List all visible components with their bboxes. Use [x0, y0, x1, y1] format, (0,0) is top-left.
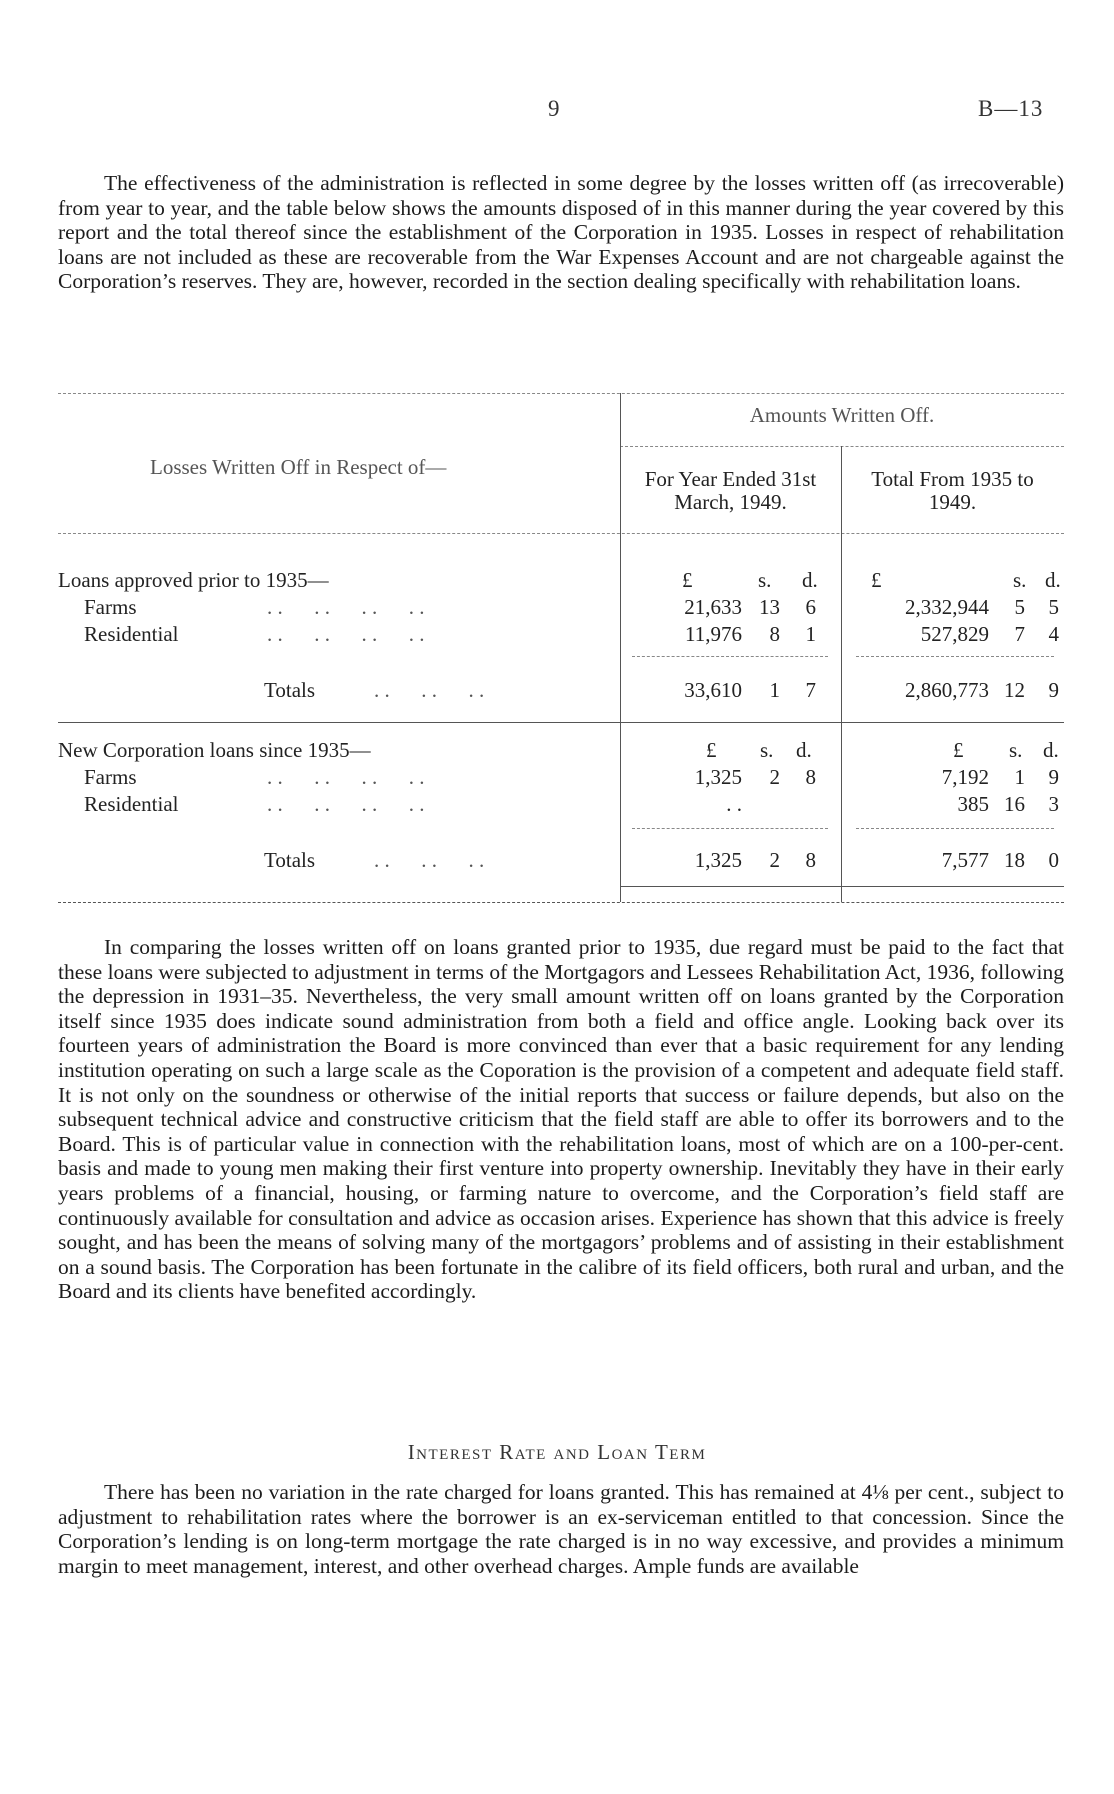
totals-leaders: . . . . . .	[374, 678, 485, 702]
subtotal-rule-year	[632, 828, 828, 829]
pound-unit: £	[953, 738, 964, 762]
totals-label: Totals	[264, 848, 316, 872]
section-heading-interest-rate: Interest Rate and Loan Term	[407, 1440, 707, 1464]
shilling-unit: s.	[1009, 738, 1023, 762]
pound-unit: £	[706, 738, 717, 762]
pounds-value: 385	[957, 792, 989, 816]
pounds-value: 527,829	[920, 622, 989, 646]
shillings-value: 2	[769, 765, 780, 789]
shillings-value: 5	[1014, 595, 1025, 619]
shillings-value: 12	[1004, 678, 1025, 702]
shillings-value: 2	[769, 848, 780, 872]
shilling-unit: s.	[760, 738, 774, 762]
table-bottom-rule	[58, 902, 1064, 903]
totals-underline-total	[841, 886, 1064, 887]
paragraph-interest-rate: There has been no variation in the rate charged for loans granted. This has remained at 4⅛ per cent., subject to adjustment to rehabilitation rates where the borrower is an ex-serviceman entitled to that concession. Since the Corporation’s lending is on long-term mortgage the rate charged is in no way excessive, and provides a minimum margin to meet management, interest, and other overhead charges. Ample funds are available	[58, 1480, 1064, 1578]
table-group-rule	[620, 446, 1064, 447]
pounds-value: 21,633	[684, 595, 742, 619]
row-label: Residential	[84, 622, 179, 646]
pounds-value: 33,610	[684, 678, 742, 702]
pound-unit: £	[682, 568, 693, 592]
table-header-year-line-1: For Year Ended 31st	[644, 467, 817, 491]
pounds-value: 11,976	[685, 622, 742, 646]
shilling-unit: s.	[758, 568, 772, 592]
row-label: Residential	[84, 792, 179, 816]
shillings-value: 18	[1004, 848, 1025, 872]
pence-value: 3	[1048, 792, 1059, 816]
shillings-value: 1	[1014, 765, 1025, 789]
pence-value: 0	[1048, 848, 1059, 872]
table-header-left: Losses Written Off in Respect of—	[150, 455, 447, 479]
subtotal-rule-total	[856, 656, 1054, 657]
pence-unit: d.	[796, 738, 812, 762]
pence-value: 1	[805, 622, 816, 646]
pence-value: 9	[1048, 765, 1059, 789]
pence-value: 6	[805, 595, 816, 619]
row-label: Farms	[84, 765, 137, 789]
shillings-value: 8	[769, 622, 780, 646]
paragraph-losses-intro: The effectiveness of the administration is reflected in some degree by the losses written off (as irrecoverable) from year to year, and the table below shows the amounts disposed of in this manner during the year covered by this report and the total thereof since the establishment of the Corporation in 1935. Losses in respect of rehabilitation loans are not included as these are recoverable from the War Expenses Account and are not chargeable against the Corporation’s reserves. They are, however, recorded in the section dealing specifically with rehabilitation loans.	[58, 171, 1064, 294]
shillings-value: 16	[1004, 792, 1025, 816]
pounds-value: 7,577	[941, 848, 989, 872]
table-header-group: Amounts Written Off.	[749, 403, 935, 427]
section-divider-rule	[58, 722, 1064, 723]
paragraph-losses-comparison: In comparing the losses written off on loans granted prior to 1935, due regard must be paid to the fact that these loans were subjected to adjustment in terms of the Mortgagors and Lessees Rehabilitation Act, 1936, following the depression in 1931–35. Nevertheless, the very small amount written off on loans granted by the Corporation itself since 1935 does indicate sound administration from both a field and office angle. Looking back over its fourteen years of administration the Board is more convinced than ever that a basic requirement for any lending institution operating on such a large scale as the Coporation is the provision of a competent and adequate field staff. It is not only on the soundness or otherwise of the initial reports that success or failure depends, but also on the subsequent technical advice and constructive criticism that the field staff are able to offer its borrowers and to the Board. This is of particular value in connection with the rehabilitation loans, most of which are on a 100-per-cent. basis and made to young men making their first venture into property ownership. Inevitably they have in their early years problems of a financial, housing, or farming nature to overcome, and the Corporation’s field staff are continuously available for consultation and advice as occasion arises. Experience has shown that this advice is freely sought, and has been the means of solving many of the mortgagors’ problems and of assisting in their establishment on a sound basis. The Corporation has been fortunate in the calibre of its field officers, both rural and urban, and the Board and its clients have benefited accordingly.	[58, 935, 1064, 1304]
pounds-value: 7,192	[941, 765, 989, 789]
pounds-value: . .	[726, 792, 742, 816]
table-header-total-line-1: Total From 1935 to	[871, 467, 1034, 491]
pence-unit: d.	[1045, 568, 1061, 592]
subtotal-rule-total	[856, 828, 1054, 829]
row-leaders: . . . . . . . .	[267, 595, 425, 619]
pence-value: 8	[805, 765, 816, 789]
table-header-rule	[58, 533, 1064, 534]
page-number: 9	[548, 96, 561, 121]
pounds-value: 2,860,773	[905, 678, 989, 702]
pence-value: 9	[1048, 678, 1059, 702]
shillings-value: 1	[769, 678, 780, 702]
pence-value: 8	[805, 848, 816, 872]
table-header-year-line-2: March, 1949.	[674, 490, 787, 514]
totals-underline-year	[620, 886, 841, 887]
shillings-value: 7	[1014, 622, 1025, 646]
row-leaders: . . . . . . . .	[267, 622, 425, 646]
pence-value: 4	[1048, 622, 1059, 646]
pence-unit: d.	[802, 568, 818, 592]
pound-unit: £	[871, 568, 882, 592]
page-reference: B—13	[978, 96, 1044, 121]
table-top-rule	[58, 393, 1064, 394]
pence-value: 7	[805, 678, 816, 702]
row-leaders: . . . . . . . .	[267, 765, 425, 789]
pence-value: 5	[1048, 595, 1059, 619]
section-title: Loans approved prior to 1935—	[58, 568, 329, 592]
row-label: Farms	[84, 595, 137, 619]
pounds-value: 1,325	[694, 765, 742, 789]
pounds-value: 2,332,944	[905, 595, 989, 619]
section-title: New Corporation loans since 1935—	[58, 738, 371, 762]
pounds-value: 1,325	[694, 848, 742, 872]
shilling-unit: s.	[1013, 568, 1027, 592]
subtotal-rule-year	[632, 656, 828, 657]
row-leaders: . . . . . . . .	[267, 792, 425, 816]
pence-unit: d.	[1043, 738, 1059, 762]
shillings-value: 13	[759, 595, 780, 619]
table-header-total-line-2: 1949.	[928, 490, 977, 514]
totals-label: Totals	[264, 678, 316, 702]
totals-leaders: . . . . . .	[374, 848, 485, 872]
